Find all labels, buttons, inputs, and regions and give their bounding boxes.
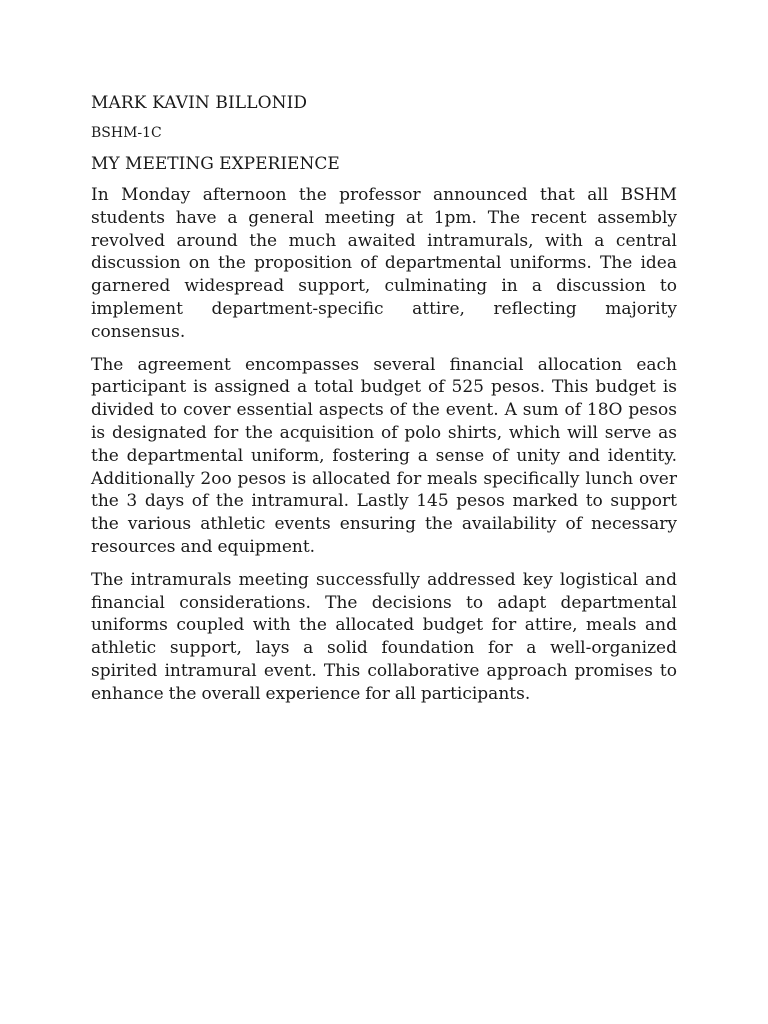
document-page xyxy=(91,92,677,706)
paragraph-budget: The agreement encompasses several financial allocation each participant is assigned a total budget of 525 pesos. This budget is divided to cover essential aspects of the event. A sum of 18O pesos is designated for the acquisition of polo shirts, which will serve as the departmental uniform, fostering a sense of unity and identity. Additionally 2oo pesos is allocated for meals specifically lunch over the 3 days of the intramural. Lastly 145 pesos marked to support the various athletic events ensuring the availability of necessary resources and equipment. xyxy=(91,354,677,557)
class-section: BSHM-1C xyxy=(91,125,162,141)
document-title: MY MEETING EXPERIENCE xyxy=(91,154,340,174)
author-name: MARK KAVIN BILLONID xyxy=(91,93,308,113)
paragraph-conclusion: The intramurals meeting successfully addressed key logistical and financial considerations. The decisions to adapt departmental uniforms coupled with the allocated budget for attire, meals and athletic support, lays a solid foundation for a well-organized spirited intramural event. This collaborative approach promises to enhance the overall experience for all participants. xyxy=(91,569,677,704)
paragraph-intro: In Monday afternoon the professor announced that all BSHM students have a general meeting at 1pm. The recent assembly revolved around the much awaited intramurals, with a central discussion on the proposition of departmental uniforms. The idea garnered widespread support, culminating in a discussion to implement department-specific attire, reflecting majority consensus. xyxy=(91,185,677,342)
